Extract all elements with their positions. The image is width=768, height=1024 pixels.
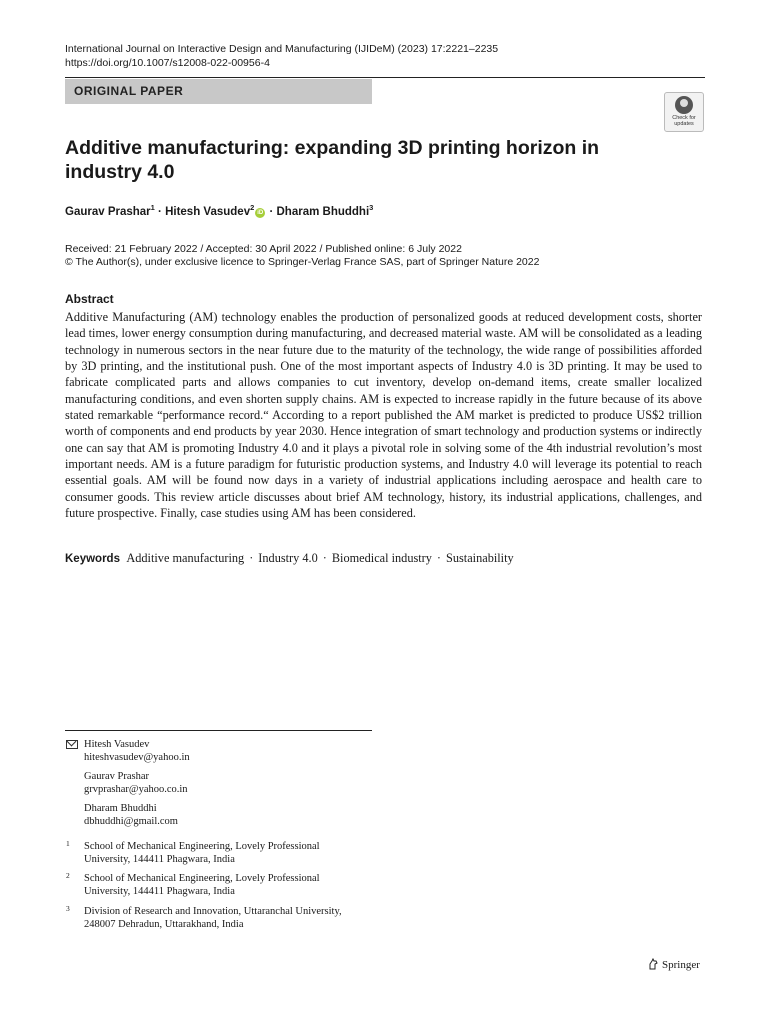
- abstract-body: Additive Manufacturing (AM) technology enables the production of personalized goods at reduced development costs, shorter lead times, lower energy consumption during manufacturing, and decreased material waste. AM will be consolidated as a leading technology in numerous sectors in the near future due to the maturity of the technology, the wide range of possibilities afforded by 3D printing, and the institutional push. One of the most important aspects of Industry 4.0 is 3D printing. It may be used to fabricate complicated parts and allows companies to cut inventory, develop on-demand items, create smaller localized manufacturing conditions, and even shorten supply chains. AM is expected to increase rapidly in the future because of its above stated remarkable “performance record.“ According to a report published the AM market is predicted to produce US$2 trillion worth of components and end products by year 2030. Hence integration of smart technology and production systems or indirectly one can say that AM is promoting Industry 4.0 and it plays a pivotal role in solving some of the 4th industrial revolution’s most important needs. AM is a future paradigm for futuristic production systems, and Industry 4.0 will leverage its potential to reach essential goals. AM will be found now days in a variety of industrial applications including aerospace and health care to consumer goods. This review article discusses about brief AM technology, history, its industrial applications, challenges, and future prospective. Finally, case studies using AM has been considered.: [65, 310, 702, 521]
- author-separator: ·: [154, 205, 166, 218]
- contact-block: [84, 770, 188, 796]
- contact-name: Gaurav Prashar: [84, 771, 150, 782]
- author-separator: ·: [266, 205, 277, 218]
- keyword: Additive manufacturing: [126, 551, 245, 565]
- affiliation-number: 2: [66, 871, 70, 880]
- affiliation-number: 1: [66, 839, 70, 848]
- contact-block: [84, 738, 190, 764]
- publication-dates: Received: 21 February 2022 / Accepted: 30 April 2022 / Published online: 6 July 2022: [65, 243, 462, 255]
- keyword: Sustainability: [446, 551, 514, 565]
- copyright-notice: © The Author(s), under exclusive licence to Springer-Verlag France SAS, part of Springer Nature 2022: [65, 256, 540, 268]
- abstract-heading: Abstract: [65, 292, 114, 306]
- keyword-separator: ·: [249, 551, 254, 565]
- affiliation-line: University, 144411 Phagwara, India: [84, 886, 235, 897]
- publisher-logo: [648, 958, 700, 971]
- affiliation-number: 3: [66, 904, 70, 913]
- author-name[interactable]: Gaurav Prashar: [65, 205, 151, 218]
- author-list: [65, 203, 373, 218]
- affiliation: [84, 905, 374, 931]
- keywords-heading: Keywords: [65, 553, 120, 565]
- keyword-separator: ·: [322, 551, 327, 565]
- affiliation: [84, 872, 374, 898]
- article-type-label: ORIGINAL PAPER: [74, 84, 184, 98]
- publisher-name: Springer: [662, 959, 700, 971]
- contact-block: [84, 802, 178, 828]
- mail-icon: [66, 740, 78, 749]
- doi-link[interactable]: https://doi.org/10.1007/s12008-022-00956-4: [65, 57, 270, 69]
- affiliation-line: 248007 Dehradun, Uttarakhand, India: [84, 919, 244, 930]
- affiliation-line: School of Mechanical Engineering, Lovely Professional: [84, 841, 320, 852]
- contact-name: Hitesh Vasudev: [84, 739, 150, 750]
- affiliation: [84, 840, 374, 866]
- check-for-updates-button[interactable]: [664, 92, 704, 132]
- springer-horse-icon: [648, 958, 659, 970]
- contact-email[interactable]: grvprashar@yahoo.co.in: [84, 784, 188, 795]
- footnote-divider: [65, 730, 372, 731]
- check-updates-label: Check for updates: [672, 115, 696, 127]
- contact-email[interactable]: dbhuddhi@gmail.com: [84, 816, 178, 827]
- affiliation-line: School of Mechanical Engineering, Lovely Professional: [84, 873, 320, 884]
- affiliation-marker: 1: [150, 203, 155, 212]
- article-title: Additive manufacturing: expanding 3D printing horizon in industry 4.0: [65, 137, 600, 183]
- keyword-separator: ·: [436, 551, 442, 565]
- keyword: Biomedical industry: [331, 551, 432, 565]
- keywords-line: [65, 551, 514, 566]
- orcid-icon[interactable]: iD: [257, 209, 264, 216]
- contact-name: Dharam Bhuddhi: [84, 803, 157, 814]
- keyword: Industry 4.0: [258, 551, 318, 565]
- journal-citation: International Journal on Interactive Design and Manufacturing (IJIDeM) (2023) 17:2221–2235: [65, 43, 499, 55]
- affiliation-marker: 3: [369, 203, 374, 212]
- author-name[interactable]: Dharam Bhuddhi: [276, 205, 370, 218]
- affiliation-marker: 2: [250, 203, 255, 212]
- author-name[interactable]: Hitesh Vasudev: [165, 205, 251, 218]
- check-updates-icon: [675, 96, 693, 114]
- affiliation-line: Division of Research and Innovation, Uttaranchal University,: [84, 906, 342, 917]
- header-divider: [65, 77, 705, 78]
- article-type-badge: [65, 79, 372, 104]
- contact-email[interactable]: hiteshvasudev@yahoo.in: [84, 752, 190, 763]
- affiliation-line: University, 144411 Phagwara, India: [84, 854, 235, 865]
